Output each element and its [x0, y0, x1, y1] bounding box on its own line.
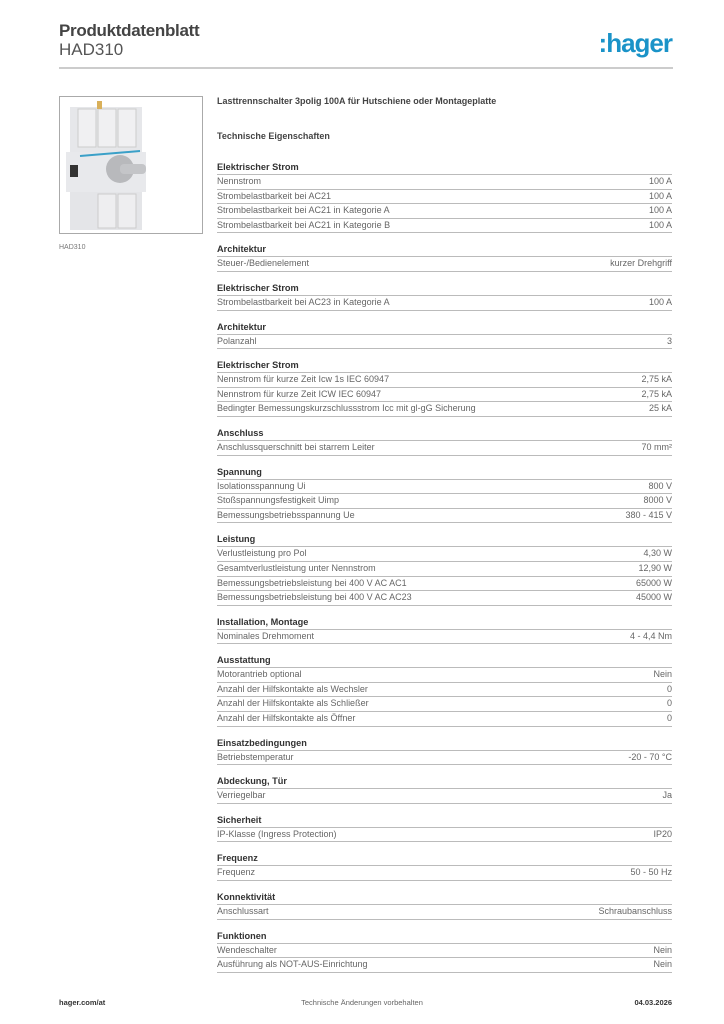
spec-row	[217, 683, 672, 698]
spec-label: Anschlussart	[217, 906, 269, 917]
spec-row	[217, 591, 672, 606]
product-description: Lasttrennschalter 3polig 100A für Hutschiene oder Montageplatte	[217, 96, 497, 106]
section-heading: Einsatzbedingungen	[217, 737, 672, 751]
spec-label: Strombelastbarkeit bei AC21 in Kategorie A	[217, 205, 390, 216]
spec-value: Nein	[653, 959, 672, 970]
spec-label: Nennstrom für kurze Zeit ICW IEC 60947	[217, 388, 382, 399]
spec-sections	[217, 161, 672, 973]
spec-label: Anzahl der Hilfskontakte als Schließer	[217, 698, 369, 709]
spec-label: Stoßspannungsfestigkeit Uimp	[217, 495, 340, 506]
spec-value: 3	[666, 335, 672, 346]
section-heading: Elektrischer Strom	[217, 161, 672, 175]
spec-label: Motorantrieb optional	[217, 669, 302, 680]
spec-value: 4,30 W	[643, 548, 672, 559]
spec-value: 100 A	[648, 190, 672, 201]
image-caption: HAD310	[59, 244, 86, 251]
spec-value: 65000 W	[635, 577, 672, 588]
spec-label: Steuer-/Bedienelement	[217, 258, 310, 269]
spec-value: 0	[666, 698, 672, 709]
spec-label: Anzahl der Hilfskontakte als Wechsler	[217, 683, 368, 694]
spec-section	[217, 466, 672, 524]
spec-label: Bemessungsbetriebsspannung Ue	[217, 509, 355, 520]
spec-value: 100 A	[648, 296, 672, 307]
spec-label: Polanzahl	[217, 335, 257, 346]
spec-label: Verriegelbar	[217, 790, 266, 801]
section-heading: Installation, Montage	[217, 616, 672, 630]
spec-section	[217, 930, 672, 973]
spec-row	[217, 712, 672, 727]
section-heading: Frequenz	[217, 852, 672, 866]
section-heading: Ausstattung	[217, 654, 672, 668]
spec-row	[217, 697, 672, 712]
spec-label: Nennstrom	[217, 176, 262, 186]
section-heading: Anschluss	[217, 427, 672, 441]
spec-value: -20 - 70 °C	[628, 751, 672, 762]
spec-value: 380 - 415 V	[625, 509, 672, 520]
spec-label: Frequenz	[217, 867, 256, 878]
spec-section	[217, 161, 672, 233]
spec-label: Betriebstemperatur	[217, 751, 294, 762]
tech-heading: Technische Eigenschaften	[217, 131, 330, 141]
section-heading: Spannung	[217, 466, 672, 480]
spec-row	[217, 547, 672, 562]
spec-value: 0	[666, 683, 672, 694]
spec-label: Verlustleistung pro Pol	[217, 548, 307, 559]
spec-value: 800 V	[648, 480, 672, 491]
spec-section	[217, 775, 672, 804]
spec-row	[217, 577, 672, 592]
section-heading: Elektrischer Strom	[217, 359, 672, 373]
spec-section	[217, 282, 672, 311]
spec-row	[217, 509, 672, 524]
spec-section	[217, 359, 672, 417]
spec-label: Anschlussquerschnitt bei starrem Leiter	[217, 441, 375, 452]
spec-row	[217, 257, 672, 272]
spec-row	[217, 296, 672, 311]
section-heading: Architektur	[217, 321, 672, 335]
spec-row	[217, 494, 672, 509]
section-heading: Abdeckung, Tür	[217, 775, 672, 789]
spec-label: Nominales Drehmoment	[217, 630, 315, 641]
spec-row	[217, 668, 672, 683]
spec-row	[217, 335, 672, 350]
spec-value: 45000 W	[635, 592, 672, 603]
spec-label: Strombelastbarkeit bei AC23 in Kategorie A	[217, 296, 390, 307]
spec-value: 12,90 W	[638, 562, 672, 573]
spec-section	[217, 427, 672, 456]
spec-row	[217, 905, 672, 920]
spec-section	[217, 533, 672, 605]
spec-section	[217, 852, 672, 881]
spec-row	[217, 828, 672, 843]
spec-row	[217, 175, 672, 190]
section-heading: Funktionen	[217, 930, 672, 944]
spec-label: Anzahl der Hilfskontakte als Öffner	[217, 713, 356, 724]
spec-label: Gesamtverlustleistung unter Nennstrom	[217, 562, 376, 573]
product-code: HAD310	[59, 40, 124, 59]
spec-row	[217, 944, 672, 959]
spec-row	[217, 866, 672, 881]
spec-value: kurzer Drehgriff	[610, 258, 672, 269]
spec-value: 4 - 4,4 Nm	[629, 630, 672, 641]
spec-row	[217, 441, 672, 456]
spec-value: Nein	[653, 669, 672, 680]
spec-value: Nein	[653, 944, 672, 955]
spec-value: 0	[666, 713, 672, 724]
spec-value: 70 mm²	[641, 441, 672, 452]
spec-section	[217, 321, 672, 350]
spec-row	[217, 480, 672, 495]
footer-website: hager.com/at	[59, 998, 106, 1007]
spec-row	[217, 751, 672, 766]
spec-value: Ja	[662, 790, 672, 801]
spec-section	[217, 891, 672, 920]
spec-value: 100 A	[648, 205, 672, 216]
spec-row	[217, 388, 672, 403]
spec-value: 8000 V	[643, 495, 672, 506]
spec-label: IP-Klasse (Ingress Protection)	[217, 828, 337, 839]
section-heading: Sicherheit	[217, 814, 672, 828]
spec-content	[217, 96, 672, 983]
spec-row	[217, 562, 672, 577]
hager-logo: :hager	[598, 28, 672, 58]
spec-label: Strombelastbarkeit bei AC21	[217, 190, 332, 201]
spec-value: 50 - 50 Hz	[630, 867, 672, 878]
spec-value: 2,75 kA	[641, 374, 672, 385]
spec-label: Bemessungsbetriebsleistung bei 400 V AC AC23	[217, 592, 412, 603]
spec-label: Strombelastbarkeit bei AC21 in Kategorie B	[217, 219, 391, 230]
spec-row	[217, 402, 672, 417]
spec-row	[217, 219, 672, 234]
section-heading: Leistung	[217, 533, 672, 547]
page-title: Produktdatenblatt	[59, 21, 200, 40]
spec-value: 25 kA	[648, 403, 672, 414]
spec-row	[217, 630, 672, 645]
spec-section	[217, 654, 672, 726]
spec-label: Bemessungsbetriebsleistung bei 400 V AC AC1	[217, 577, 407, 588]
spec-label: Ausführung als NOT-AUS-Einrichtung	[217, 959, 368, 970]
spec-value: 100 A	[648, 176, 672, 186]
spec-value: IP20	[653, 828, 672, 839]
footer-disclaimer: Technische Änderungen vorbehalten	[301, 998, 423, 1007]
section-heading: Konnektivität	[217, 891, 672, 905]
header-divider	[59, 67, 673, 69]
spec-section	[217, 737, 672, 766]
spec-value: 100 A	[648, 219, 672, 230]
spec-row	[217, 204, 672, 219]
section-heading: Architektur	[217, 243, 672, 257]
product-image	[59, 96, 203, 234]
spec-row	[217, 373, 672, 388]
spec-row	[217, 789, 672, 804]
spec-row	[217, 190, 672, 205]
spec-label: Isolationsspannung Ui	[217, 480, 306, 491]
footer-date: 04.03.2026	[634, 998, 672, 1007]
spec-value: 2,75 kA	[641, 388, 672, 399]
spec-value: Schraubanschluss	[598, 906, 672, 917]
section-heading: Elektrischer Strom	[217, 282, 672, 296]
spec-row	[217, 958, 672, 973]
spec-label: Nennstrom für kurze Zeit Icw 1s IEC 60947	[217, 374, 390, 385]
spec-section	[217, 814, 672, 843]
spec-section	[217, 616, 672, 645]
spec-label: Wendeschalter	[217, 944, 277, 955]
spec-label: Bedingter Bemessungskurzschlussstrom Icc mit gl-gG Sicherung	[217, 403, 476, 414]
spec-section	[217, 243, 672, 272]
